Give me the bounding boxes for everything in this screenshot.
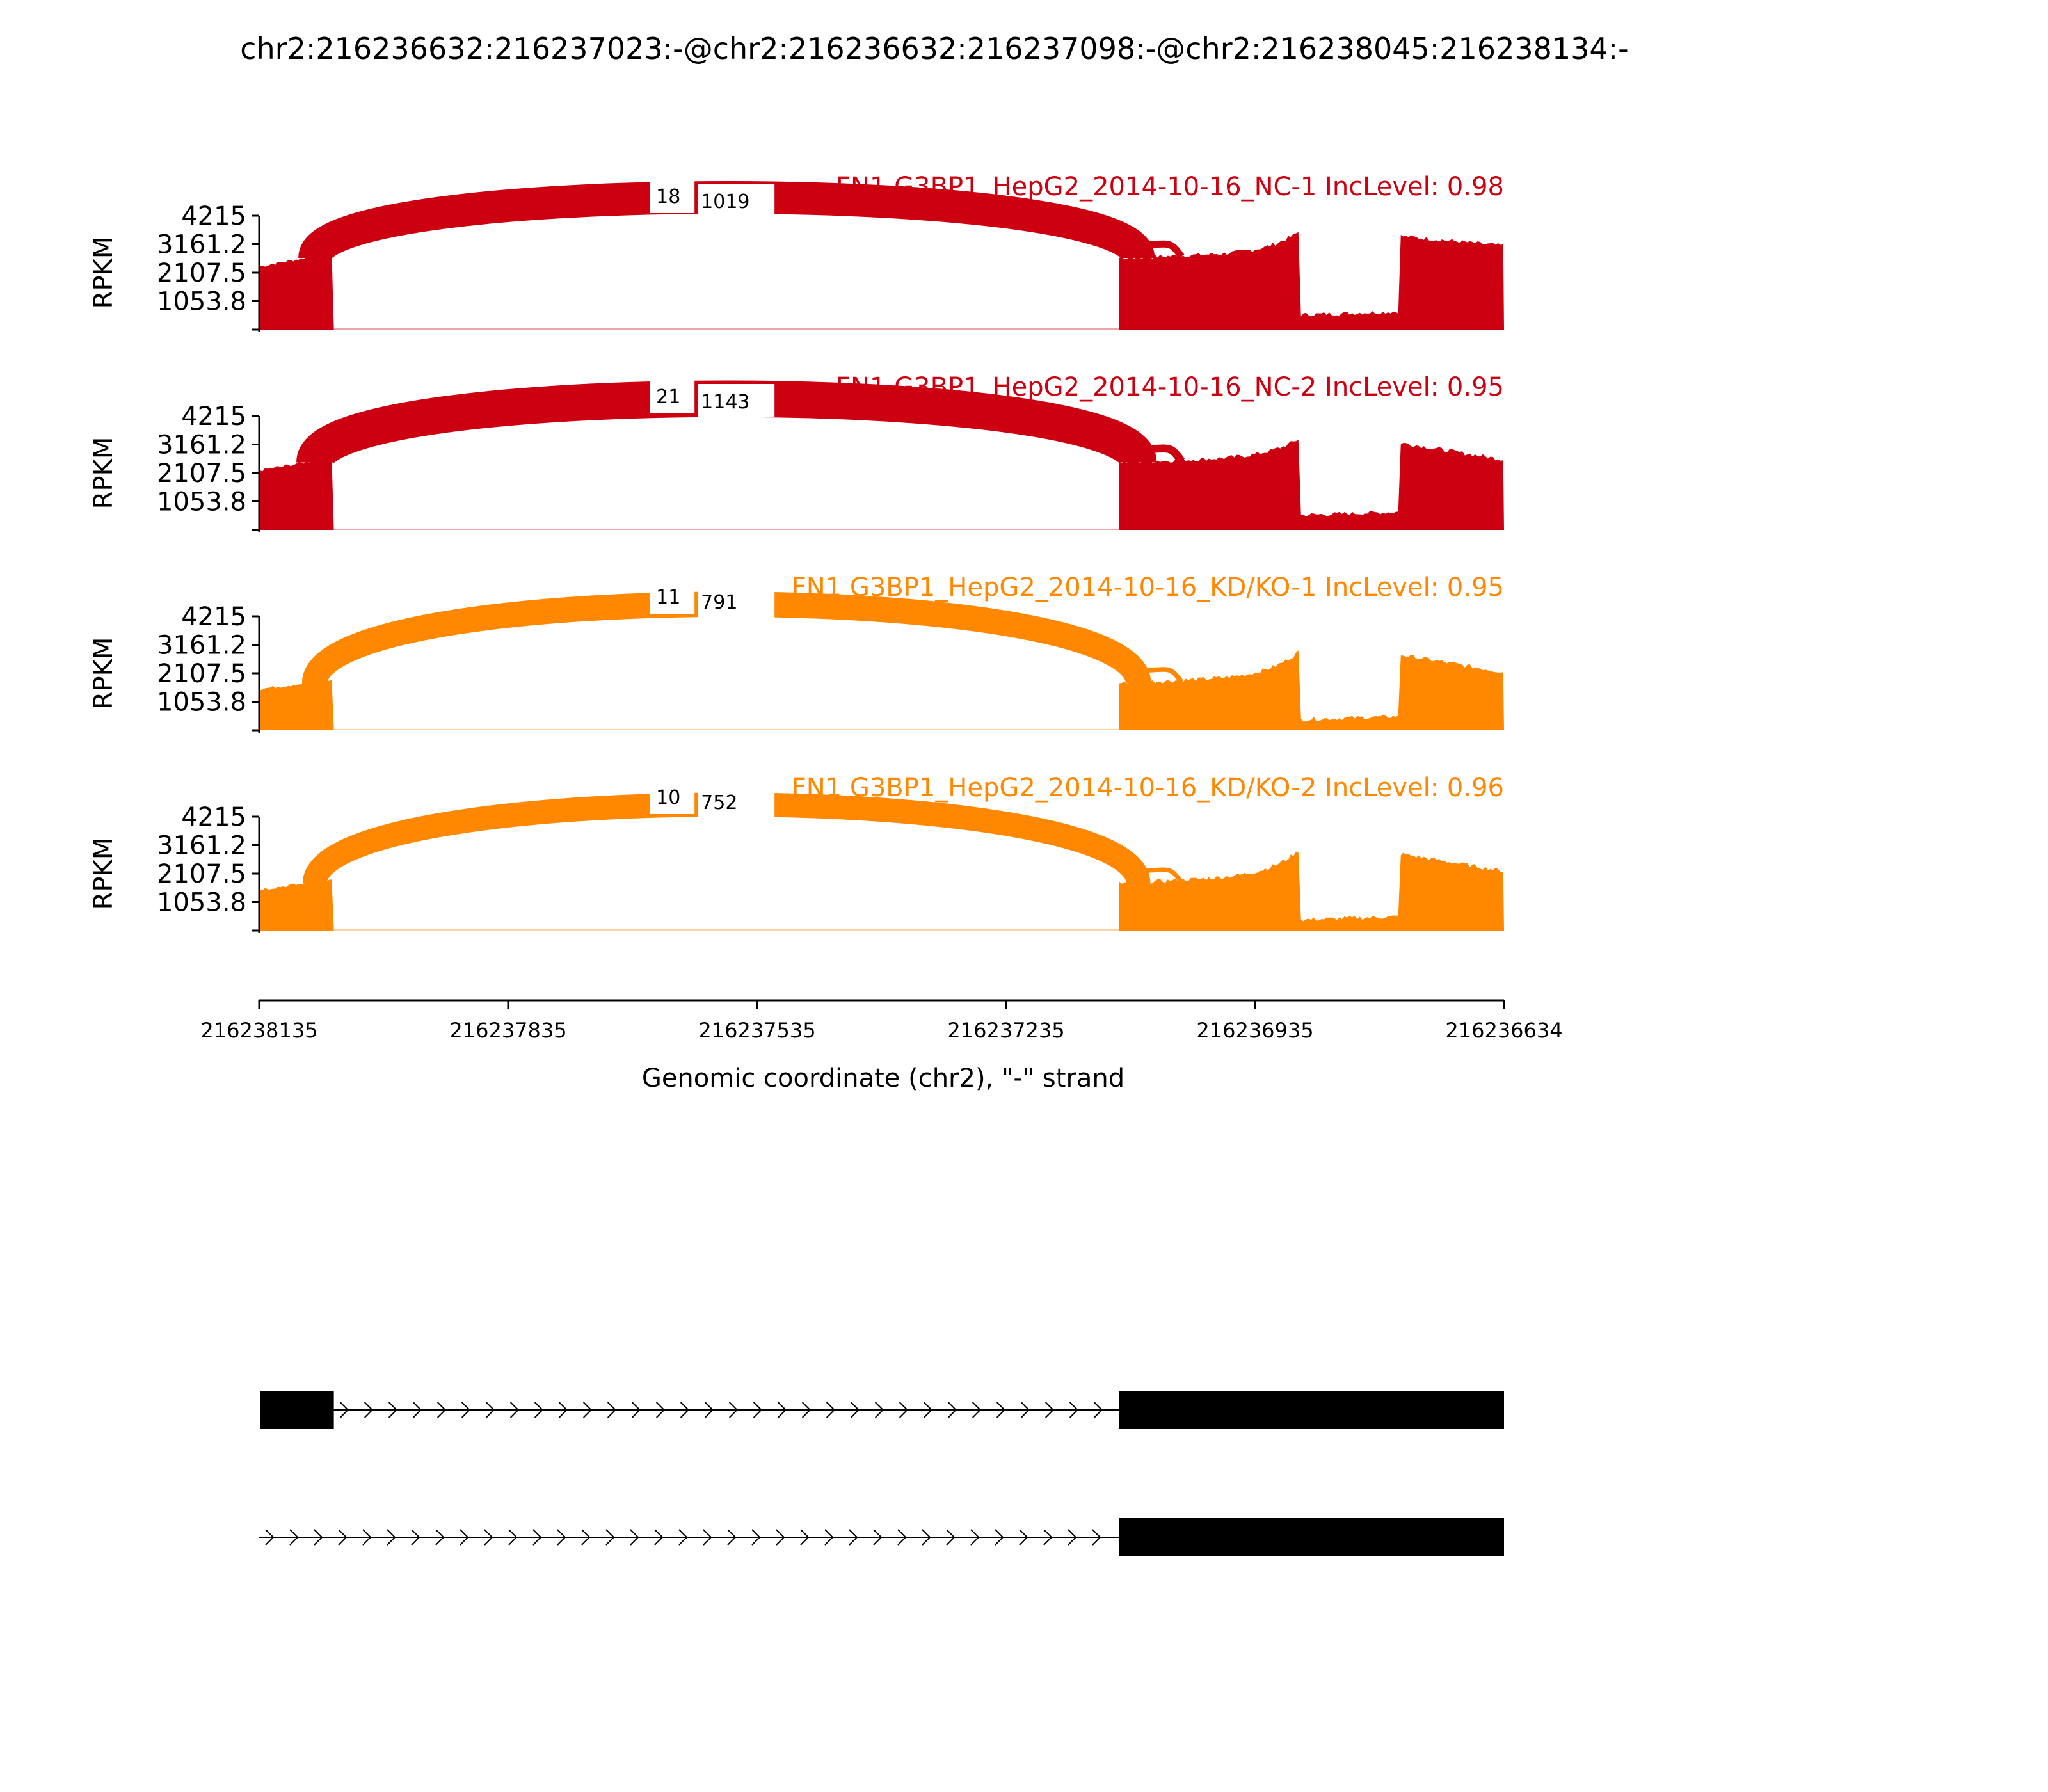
gene-model	[260, 1391, 1504, 1429]
coverage-panel	[89, 372, 1504, 532]
sample-label: FN1 G3BP1_HepG2_2014-10-16_NC-1 IncLevel: 0.98	[836, 172, 1504, 202]
y-tick-label: 2107.5	[157, 860, 246, 889]
exon-block	[1119, 1518, 1504, 1556]
y-tick-label: 4215	[181, 602, 246, 632]
y-axis-label: RPKM	[89, 837, 118, 910]
junction-count-label: 18	[656, 186, 681, 208]
coverage-area	[260, 650, 1504, 730]
y-tick-label: 1053.8	[157, 287, 246, 317]
x-tick-label: 216238135	[200, 1018, 318, 1043]
x-tick-label: 216237835	[449, 1018, 567, 1043]
gene-model	[259, 1518, 1504, 1556]
sample-label: FN1 G3BP1_HepG2_2014-10-16_KD/KO-2 IncLevel: 0.96	[791, 773, 1504, 803]
junction-count-label: 791	[701, 591, 738, 614]
coverage-panel	[89, 172, 1504, 332]
y-axis-label: RPKM	[89, 637, 118, 710]
y-tick-label: 4215	[181, 202, 246, 231]
y-tick-label: 1053.8	[157, 888, 246, 918]
sample-label: FN1 G3BP1_HepG2_2014-10-16_KD/KO-1 IncLevel: 0.95	[791, 573, 1504, 602]
exon-block	[1119, 1391, 1504, 1429]
y-tick-label: 2107.5	[157, 659, 246, 689]
junction-count-label: 10	[656, 787, 681, 809]
y-axis-label: RPKM	[89, 236, 118, 309]
x-axis-label: Genomic coordinate (chr2), "-" strand	[641, 1064, 1125, 1093]
sample-label: FN1 G3BP1_HepG2_2014-10-16_NC-2 IncLevel: 0.95	[836, 372, 1504, 402]
junction-count-label: 1143	[701, 391, 750, 413]
gene-models	[259, 1391, 1504, 1556]
coverage-area	[260, 232, 1504, 330]
y-tick-label: 2107.5	[157, 259, 246, 288]
y-tick-label: 3161.2	[157, 831, 246, 861]
coverage-panel	[89, 773, 1504, 933]
y-tick-label: 1053.8	[157, 487, 246, 517]
x-tick-label: 216237535	[698, 1018, 816, 1043]
x-tick-label: 216236935	[1196, 1018, 1314, 1043]
y-axis-label: RPKM	[89, 436, 118, 509]
x-tick-label: 216236634	[1445, 1018, 1563, 1043]
coverage-panels	[89, 172, 1504, 933]
coverage-area	[260, 851, 1504, 931]
exon-block	[260, 1391, 333, 1429]
y-tick-label: 4215	[181, 402, 246, 431]
y-tick-label: 3161.2	[157, 630, 246, 660]
chart-title: chr2:216236632:216237023:-@chr2:216236632:216237098:-@chr2:216238045:216238134:-	[240, 31, 1629, 66]
y-tick-label: 4215	[181, 803, 246, 832]
junction-count-label: 21	[656, 386, 681, 408]
coverage-area	[260, 440, 1504, 530]
y-tick-label: 1053.8	[157, 687, 246, 717]
junction-count-label: 752	[701, 792, 738, 814]
y-tick-label: 3161.2	[157, 430, 246, 460]
junction-count-label: 11	[656, 586, 681, 609]
coverage-panel	[89, 573, 1504, 733]
x-axis	[200, 1000, 1562, 1093]
junction-count-label: 1019	[701, 191, 750, 213]
y-tick-label: 2107.5	[157, 459, 246, 488]
y-tick-label: 3161.2	[157, 230, 246, 260]
x-tick-label: 216237235	[947, 1018, 1065, 1043]
